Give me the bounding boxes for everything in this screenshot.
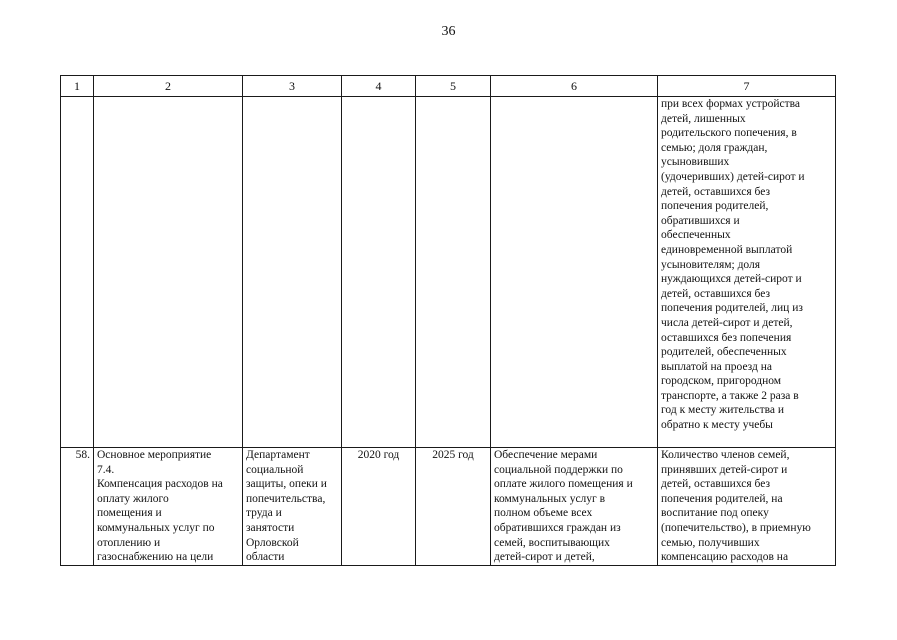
column-header-2: 2 — [94, 76, 243, 97]
header-row — [61, 76, 836, 97]
event-name-cell: Основное мероприятие 7.4. Компенсация расходов на оплату жилого помещения и коммунальных услуг по отоплению и газоснабжению на цели — [94, 448, 243, 566]
expected-result-cell: Обеспечение мерами социальной поддержки по оплате жилого помещения и коммунальных услуг в полном объеме всех обратившихся граждан из семей, воспитывающих детей-сирот и детей, — [491, 448, 658, 566]
column-header-7: 7 — [658, 76, 836, 97]
end-year-cell: 2025 год — [416, 448, 491, 566]
indicator-cell: при всех формах устройства детей, лишенных родительского попечения, в семью; доля граждан, усыновивших (удочеривших) детей-сирот и детей, оставшихся без попечения родителей, обратившихся и обеспеченных единовременной выплатой усыновителям; доля нуждающихся детей-сирот и детей, оставшихся без попечения родителей, лиц из числа детей-сирот и детей, оставшихся без попечения родителей, обеспеченных выплатой на проезд на городском, пригородном транспорте, а также 2 раза в год к месту жительства и обратно к месту учебы — [658, 97, 836, 448]
column-header-6: 6 — [491, 76, 658, 97]
indicator-cell: Количество членов семей, принявших детей-сирот и детей, оставшихся без попечения родителей, на воспитание под опеку (попечительство), в приемную семью, получивших компенсацию расходов на — [658, 448, 836, 566]
page-number: 36 — [441, 24, 456, 39]
row-number-cell — [61, 97, 94, 448]
start-year-cell — [342, 97, 416, 448]
column-header-4: 4 — [342, 76, 416, 97]
executor-cell — [243, 97, 342, 448]
program-table — [60, 75, 836, 566]
column-header-3: 3 — [243, 76, 342, 97]
column-header-5: 5 — [416, 76, 491, 97]
event-name-cell — [94, 97, 243, 448]
row-number-cell: 58. — [61, 448, 94, 566]
executor-cell: Департамент социальной защиты, опеки и попечительства, труда и занятости Орловской области — [243, 448, 342, 566]
column-header-1: 1 — [61, 76, 94, 97]
end-year-cell — [416, 97, 491, 448]
expected-result-cell — [491, 97, 658, 448]
start-year-cell: 2020 год — [342, 448, 416, 566]
table-row — [61, 97, 836, 448]
table-row — [61, 448, 836, 566]
